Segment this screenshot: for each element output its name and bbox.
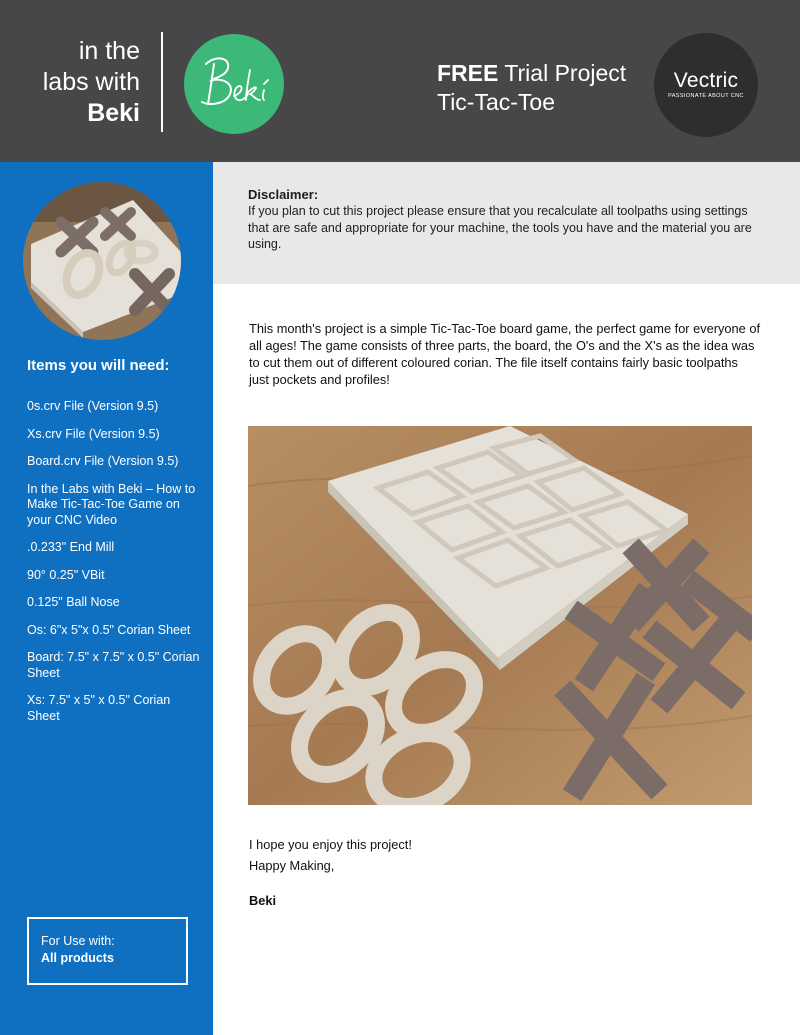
list-item: In the Labs with Beki – How to Make Tic-Tac-Toe Game on your CNC Video <box>27 481 196 527</box>
items-list <box>27 399 205 736</box>
disclaimer-title: Disclaimer: <box>248 187 319 202</box>
trial-project-heading <box>437 59 626 117</box>
for-use-with-label: For Use with: <box>41 934 115 948</box>
beki-script-icon <box>184 34 284 134</box>
list-item: Board.crv File (Version 9.5) <box>27 454 179 468</box>
brand-divider <box>161 32 163 132</box>
list-item: 0s.crv File (Version 9.5) <box>27 399 159 413</box>
signature: Beki <box>249 893 277 908</box>
items-needed-title: Items you will need: <box>27 357 170 374</box>
brand-line-1: in the <box>78 37 140 65</box>
list-item: Xs: 7.5" x 5" x 0.5" Corian Sheet <box>27 693 171 723</box>
list-item: Board: 7.5" x 7.5" x 0.5" Corian Sheet <box>27 650 200 680</box>
closing-line-2: Happy Making, <box>249 858 335 873</box>
sidebar <box>0 162 213 1035</box>
list-item: Xs.crv File (Version 9.5) <box>27 426 160 441</box>
list-item: .0.233" End Mill <box>27 540 115 554</box>
brand-text <box>43 36 140 129</box>
trial-project-label: Trial Project <box>498 60 627 86</box>
for-use-with-box <box>27 917 188 985</box>
beki-logo <box>184 34 284 134</box>
disclaimer-text: If you plan to cut this project please ensure that you recalculate all toolpaths using settings that are safe and appropriate for your machine, the tools you have and the material you are using. <box>248 204 752 251</box>
list-item: 0.125" Ball Nose <box>27 595 120 609</box>
closing-text <box>249 834 412 876</box>
intro-paragraph: This month's project is a simple Tic-Tac-Toe board game, the perfect game for everyone of all ages! The game consists of three parts, the board, the O's and the X's as the idea was to cut them out of different coloured corian. The file itself contains fairly basic toolpaths just pockets and profiles! <box>249 321 760 387</box>
for-use-with-value: All products <box>41 951 114 965</box>
brand-line-3: Beki <box>87 99 140 127</box>
list-item: Os: 6"x 5"x 0.5" Corian Sheet <box>27 622 191 637</box>
vectric-name: Vectric <box>673 69 739 92</box>
trial-free-label: FREE <box>437 60 499 86</box>
vectric-logo <box>654 33 758 137</box>
project-photo <box>248 426 752 805</box>
project-title: Tic-Tac-Toe <box>437 89 555 115</box>
brand-line-2: labs with <box>42 68 140 96</box>
project-thumbnail <box>23 182 181 340</box>
list-item: 90° 0.25" VBit <box>27 567 105 582</box>
vectric-tagline: PASSIONATE ABOUT CNC <box>668 93 744 99</box>
disclaimer-panel <box>213 162 800 284</box>
header-banner <box>0 0 800 162</box>
closing-line-1: I hope you enjoy this project! <box>249 837 412 852</box>
